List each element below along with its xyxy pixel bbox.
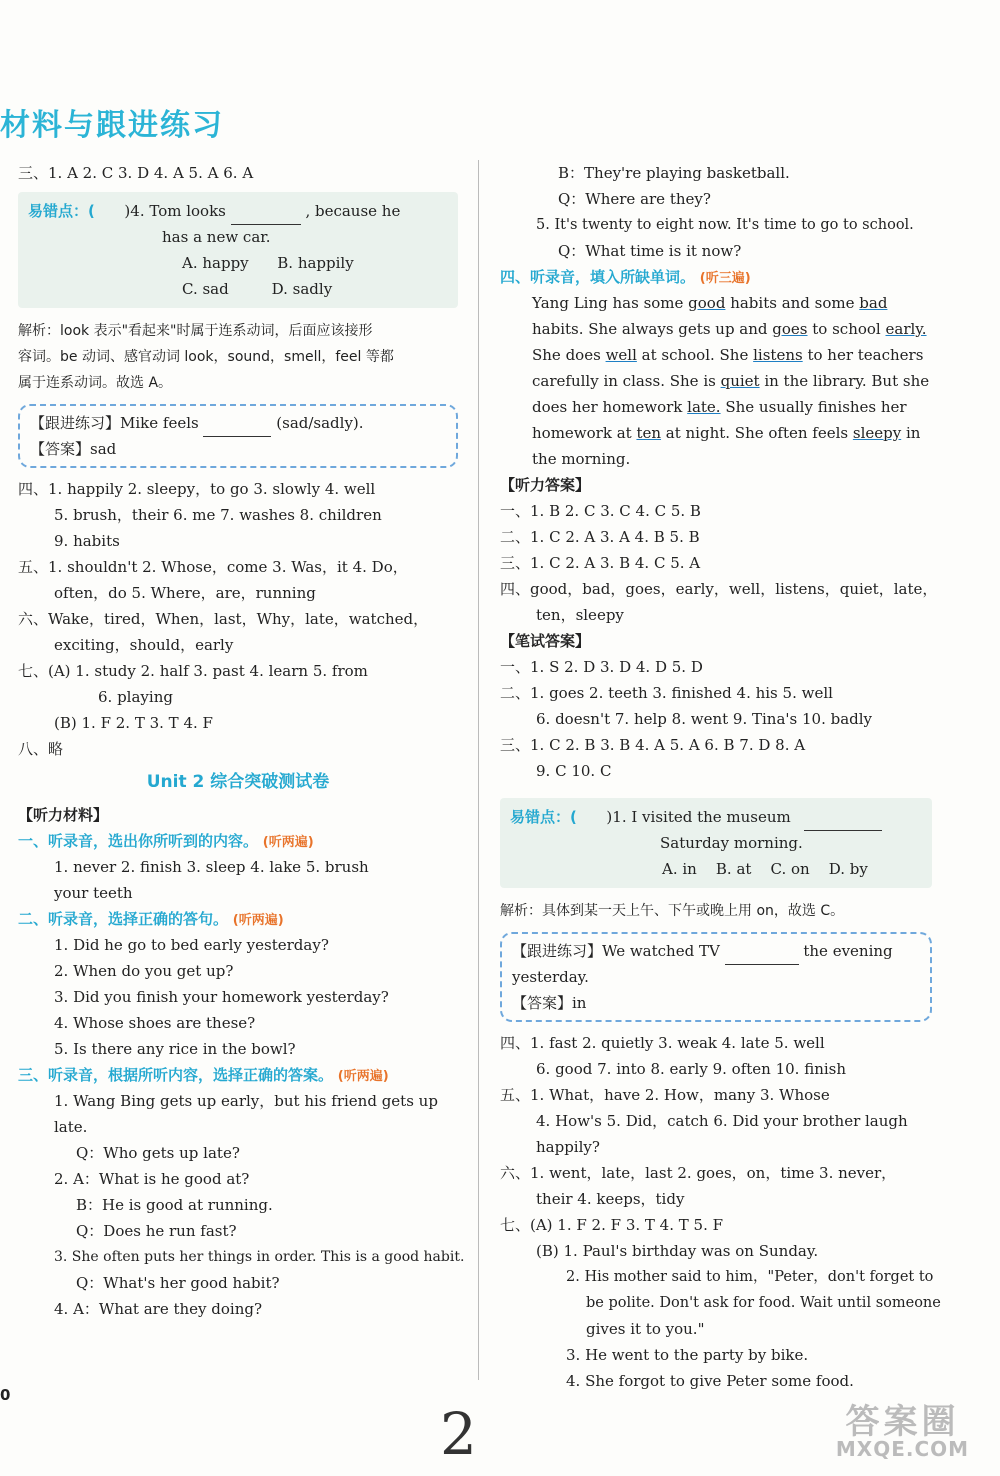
answer-line: 四、good，bad，goes，early，well，listens，quiet，late，	[500, 580, 938, 598]
passage-text: She does	[532, 346, 606, 364]
answer-line: ten，sleepy	[536, 606, 624, 624]
answer-line: 一、1. B 2. C 3. C 4. C 5. B	[500, 502, 701, 520]
passage-text: homework at	[532, 424, 637, 442]
passage-text: in the library. But she	[759, 372, 930, 390]
follow-up-text-2: (sad/sadly).	[276, 414, 364, 432]
written-answers-label: 【笔试答案】	[500, 632, 591, 650]
passage-line	[532, 394, 932, 420]
text-line: late.	[54, 1118, 88, 1136]
text-line: Q：Does he run fast?	[76, 1222, 237, 1240]
answer-line: exciting，should，early	[54, 636, 234, 654]
follow-up-line: yesterday.	[512, 968, 589, 986]
part-title	[18, 828, 458, 854]
answer-line: 五、1. shouldn't 2. Whose，come 3. Was，it 4. Do，	[18, 558, 408, 576]
passage-text: carefully in class. She is	[532, 372, 721, 390]
handwritten-mark: 2	[440, 1400, 477, 1468]
error-q-line2: Saturday morning.	[660, 834, 803, 852]
answer-line: be polite. Don't ask for food. Wait until someone	[586, 1295, 941, 1311]
text-line: 1. Did he go to bed early yesterday?	[54, 936, 329, 954]
analysis-text: 解析：具体到某一天上午、下午或晚上用 on，故选 C。	[500, 903, 845, 919]
text-line: 2. When do you get up?	[54, 962, 234, 980]
error-options: A. happy B. happily	[182, 254, 354, 272]
answer-line: 9. C 10. C	[536, 762, 612, 780]
passage-text: the morning.	[532, 450, 631, 468]
answer-line: 5. brush，their 6. me 7. washes 8. children	[54, 506, 382, 524]
error-q-text: )4. Tom looks	[124, 202, 226, 220]
error-question	[510, 804, 922, 830]
text-line: 3. She often puts her things in order. This is a good habit.	[54, 1249, 465, 1265]
answer-line: 七、(A) 1. study 2. half 3. past 4. learn 5. from	[18, 662, 368, 680]
text-line: 5. Is there any rice in the bowl?	[54, 1040, 296, 1058]
error-box	[18, 192, 458, 308]
filled-word: well	[605, 346, 637, 364]
follow-up-box	[18, 404, 458, 468]
passage-text: habits and some	[725, 294, 860, 312]
answer-line: 六、1. went，late，last 2. goes，on，time 3. never，	[500, 1164, 897, 1182]
part-title-text: 四、听录音，填入所缺单词。	[500, 268, 696, 286]
analysis-text: 属于连系动词。故选 A。	[18, 375, 173, 391]
answer-line: their 4. keeps，tidy	[536, 1190, 685, 1208]
passage-text: at school. She	[636, 346, 754, 364]
answer-line: 四、1. happily 2. sleepy，to go 3. slowly 4. well	[18, 480, 376, 498]
filled-word: bad	[859, 294, 888, 312]
answer-blank	[203, 410, 271, 437]
answer-line: 6. good 7. into 8. early 9. often 10. finish	[536, 1060, 847, 1078]
part-title	[500, 264, 932, 290]
error-q-text: )1. I visited the museum	[606, 808, 791, 826]
answer-line: 三、1. C 2. B 3. B 4. A 5. A 6. B 7. D 8. A	[500, 736, 806, 754]
passage-line	[532, 420, 932, 446]
answer-line: 五、1. What，have 2. How，many 3. Whose	[500, 1086, 830, 1104]
answer-line: 2. His mother said to him，"Peter，don't forget to	[566, 1269, 934, 1285]
answer-line: 一、1. S 2. D 3. D 4. D 5. D	[500, 658, 703, 676]
answer-line: often，do 5. Where，are，running	[54, 584, 316, 602]
answer-line: 4. She forgot to give Peter some food.	[566, 1372, 854, 1390]
follow-up-question	[512, 938, 920, 964]
answer-line: 6. playing	[98, 688, 173, 706]
passage-text: at night. She often feels	[661, 424, 853, 442]
part-title-text: 一、听录音，选出你所听到的内容。	[18, 832, 259, 850]
page-number: 0	[0, 1386, 11, 1404]
text-line: 4. Whose shoes are these?	[54, 1014, 256, 1032]
part-title-text: 三、听录音，根据所听内容，选择正确的答案。	[18, 1066, 334, 1084]
text-line: 1. Wang Bing gets up early，but his friend gets up	[54, 1092, 438, 1110]
answer-line: 七、(A) 1. F 2. F 3. T 4. T 5. F	[500, 1216, 724, 1234]
filled-word: quiet	[720, 372, 760, 390]
column-divider	[478, 160, 479, 1380]
passage-text: She usually finishes her	[720, 398, 907, 416]
answer-line: 9. habits	[54, 532, 120, 550]
right-column	[500, 160, 941, 1394]
follow-up-question	[30, 410, 446, 436]
text-line: 4. A：What are they doing?	[54, 1300, 263, 1318]
follow-up-text: 【跟进练习】Mike feels	[30, 414, 199, 432]
error-label: 易错点：(	[510, 808, 577, 826]
text-line: Q：What time is it now?	[558, 242, 742, 260]
answer-line: 6. doesn't 7. help 8. went 9. Tina's 10. badly	[536, 710, 873, 728]
answer-line: 二、1. goes 2. teeth 3. finished 4. his 5. well	[500, 684, 833, 702]
answer-line: 八、略	[18, 740, 64, 758]
answer-line: (B) 1. F 2. T 3. T 4. F	[54, 714, 213, 732]
text-line: Q：What's her good habit?	[76, 1274, 280, 1292]
answer-line: 四、1. fast 2. quietly 3. weak 4. late 5. well	[500, 1034, 825, 1052]
answer-line: 二、1. C 2. A 3. A 4. B 5. B	[500, 528, 700, 546]
error-question	[28, 198, 448, 224]
passage	[500, 290, 932, 472]
error-options: A. in B. at C. on D. by	[662, 860, 868, 878]
text-line: 1. never 2. finish 3. sleep 4. lake 5. brush	[54, 858, 369, 876]
text-line: 2. A：What is he good at?	[54, 1170, 250, 1188]
analysis-text: 解析：look 表示"看起来"时属于连系动词，后面应该接形	[18, 323, 373, 339]
left-column	[18, 160, 465, 1322]
error-box	[500, 798, 932, 888]
answer-line: gives it to you."	[586, 1320, 705, 1338]
passage-line	[532, 342, 932, 368]
part-note: (听两遍)	[262, 835, 314, 850]
passage-text: to school	[807, 320, 886, 338]
filled-word: early.	[885, 320, 927, 338]
answer-blank	[231, 198, 301, 225]
part-note: (听三遍)	[699, 271, 751, 286]
answer-line: 三、1. A 2. C 3. D 4. A 5. A 6. A	[18, 164, 254, 182]
answer-line: 三、1. C 2. A 3. B 4. C 5. A	[500, 554, 701, 572]
text-line: 5. It's twenty to eight now. It's time to go to school.	[536, 217, 914, 233]
passage-text: habits. She always gets up and	[532, 320, 773, 338]
part-note: (听两遍)	[232, 913, 284, 928]
passage-line	[532, 446, 932, 472]
watermark-logo	[815, 1402, 990, 1471]
error-q-line2: has a new car.	[162, 228, 271, 246]
filled-word: goes	[772, 320, 808, 338]
answer-line: happily?	[536, 1138, 600, 1156]
text-line: B：They're playing basketball.	[558, 164, 790, 182]
answer-line: (B) 1. Paul's birthday was on Sunday.	[536, 1242, 819, 1260]
answer-line: 六、Wake，tired，When，last，Why，late，watched，	[18, 610, 429, 628]
text-line: your teeth	[54, 884, 133, 902]
answers-label: 【听力答案】	[500, 476, 591, 494]
passage-line	[532, 368, 932, 394]
text-line: Q：Who gets up late?	[76, 1144, 240, 1162]
watermark-url: MXQE.COM	[835, 1437, 970, 1461]
unit-title: Unit 2 综合突破测试卷	[146, 772, 330, 792]
filled-word: sleepy	[852, 424, 902, 442]
analysis-text: 容词。be 动词、感官动词 look，sound，smell，feel 等都	[18, 349, 394, 365]
answer-line: 4. How's 5. Did，catch 6. Did your brother laugh	[536, 1112, 908, 1130]
passage-text: does her homework	[532, 398, 688, 416]
answer-blank	[725, 938, 799, 965]
passage-line	[532, 316, 932, 342]
part-title	[18, 1062, 458, 1088]
section-header: 材料与跟进练习	[0, 108, 224, 143]
watermark-text: 答案圈	[845, 1402, 960, 1442]
passage-text: in	[901, 424, 921, 442]
error-label: 易错点：(	[28, 202, 95, 220]
answer-line: 3. He went to the party by bike.	[566, 1346, 809, 1364]
passage-text: to her teachers	[802, 346, 924, 364]
part-title-text: 二、听录音，选择正确的答句。	[18, 910, 229, 928]
text-line: 3. Did you finish your homework yesterday?	[54, 988, 389, 1006]
follow-up-box	[500, 932, 932, 1022]
filled-word: good	[688, 294, 726, 312]
follow-up-text: 【跟进练习】We watched TV	[512, 942, 720, 960]
text-line: B：He is good at running.	[76, 1196, 273, 1214]
text-line: Q：Where are they?	[558, 190, 711, 208]
part-note: (听两遍)	[337, 1069, 389, 1084]
filled-word: ten	[636, 424, 662, 442]
passage-text: Yang Ling has some	[532, 294, 689, 312]
follow-up-text-2: the evening	[803, 942, 893, 960]
error-options: C. sad D. sadly	[182, 280, 333, 298]
answer-blank	[804, 804, 882, 831]
listening-label: 【听力材料】	[18, 806, 109, 824]
passage-line	[532, 290, 932, 316]
follow-up-answer: 【答案】sad	[30, 440, 117, 458]
error-q-text-2: , because he	[305, 202, 401, 220]
filled-word: late.	[687, 398, 721, 416]
filled-word: listens	[753, 346, 803, 364]
follow-up-answer: 【答案】in	[512, 994, 587, 1012]
part-title	[18, 906, 458, 932]
